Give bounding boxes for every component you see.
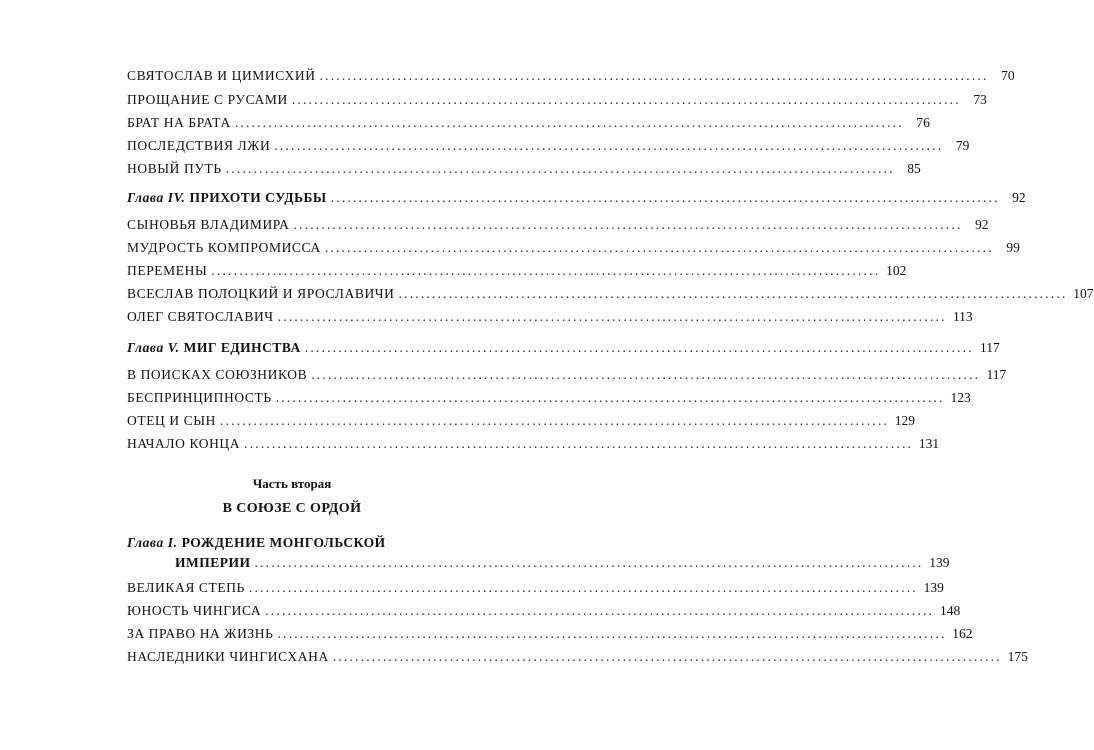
dot-leader: ........................................................................................................................: [265, 603, 935, 618]
chapter-label: Глава V.: [127, 340, 180, 355]
toc-entry: [127, 238, 1020, 258]
toc-entry: [127, 388, 971, 408]
toc-entry-page: 123: [950, 390, 971, 405]
toc-chapter-entry-line2: [127, 553, 950, 573]
toc-entry-title: ПОСЛЕДСТВИЯ ЛЖИ: [127, 138, 271, 153]
toc-entry-title: СВЯТОСЛАВ И ЦИМИСХИЙ: [127, 68, 316, 83]
toc-entry-title: НОВЫЙ ПУТЬ: [127, 161, 222, 176]
toc-entry-page: 139: [923, 580, 944, 595]
dot-leader: ........................................................................................................................: [277, 309, 947, 324]
toc-entry: [127, 601, 961, 621]
toc-chapter-entry: [127, 338, 1000, 358]
toc-entry-page: 85: [907, 161, 921, 176]
toc-entry-page: 99: [1006, 240, 1020, 255]
part-label: Часть вторая: [252, 476, 332, 491]
dot-leader: ........................................................................................................................: [211, 263, 881, 278]
toc-entry: [127, 159, 921, 179]
chapter-label: Глава I.: [127, 535, 178, 550]
toc-entry: [127, 307, 973, 327]
toc-entry-page: 139: [929, 555, 950, 570]
toc-entry-title: БЕСПРИНЦИПНОСТЬ: [127, 390, 272, 405]
dot-leader: ........................................................................................................................: [254, 555, 924, 570]
chapter-title: [127, 533, 386, 553]
toc-entry-title: ВЕЛИКАЯ СТЕПЬ: [127, 580, 245, 595]
toc-entry-title: ПЕРЕМЕНЫ: [127, 263, 208, 278]
dot-leader: ........................................................................................................................: [319, 68, 989, 83]
toc-entry-page: 162: [952, 626, 973, 641]
chapter-name: ПРИХОТИ СУДЬБЫ: [189, 190, 327, 205]
toc-entry-title: ЮНОСТЬ ЧИНГИСА: [127, 603, 262, 618]
toc-entry-title: МУДРОСТЬ КОМПРОМИССА: [127, 240, 321, 255]
toc-entry-page: 70: [1001, 68, 1015, 83]
chapter-name: РОЖДЕНИЕ МОНГОЛЬСКОЙ: [181, 535, 386, 550]
toc-entry-title: БРАТ НА БРАТА: [127, 115, 231, 130]
toc-entry-page: 102: [886, 263, 907, 278]
dot-leader: ........................................................................................................................: [311, 367, 981, 382]
chapter-name: МИГ ЕДИНСТВА: [183, 340, 301, 355]
dot-leader: ........................................................................................................................: [248, 580, 918, 595]
dot-leader: ........................................................................................................................: [234, 115, 904, 130]
toc-entry-page: 117: [980, 340, 1000, 355]
toc-entry-title: СЫНОВЬЯ ВЛАДИМИРА: [127, 217, 290, 232]
toc-entry: [127, 215, 989, 235]
toc-entry: [127, 578, 944, 598]
chapter-name: ИМПЕРИИ: [175, 555, 251, 570]
toc-entry-title: ОЛЕГ СВЯТОСЛАВИЧ: [127, 309, 274, 324]
dot-leader: ........................................................................................................................: [274, 138, 944, 153]
chapter-label: Глава IV.: [127, 190, 186, 205]
toc-entry-page: 73: [973, 92, 987, 107]
toc-entry: [127, 411, 916, 431]
dot-leader: ........................................................................................................................: [324, 240, 994, 255]
toc-entry-title: ОТЕЦ И СЫН: [127, 413, 217, 428]
dot-leader: ........................................................................................................................: [275, 390, 945, 405]
toc-entry-title: В ПОИСКАХ СОЮЗНИКОВ: [127, 367, 308, 382]
toc-entry-title: ЗА ПРАВО НА ЖИЗНЬ: [127, 626, 274, 641]
toc-entry: [127, 261, 907, 281]
dot-leader: ........................................................................................................................: [293, 217, 963, 232]
chapter-title-continuation: [127, 553, 251, 573]
toc-entry: [127, 624, 973, 644]
dot-leader: ........................................................................................................................: [304, 340, 974, 355]
dot-leader: ........................................................................................................................: [291, 92, 961, 107]
toc-entry: [127, 113, 930, 133]
toc-entry-page: 129: [894, 413, 916, 428]
toc-entry: [127, 284, 1094, 304]
toc-entry-page: 148: [939, 603, 961, 618]
dot-leader: ........................................................................................................................: [220, 413, 890, 428]
toc-entry-page: 131: [918, 436, 940, 451]
chapter-title: [127, 188, 327, 208]
toc-entry-page: 175: [1007, 649, 1028, 664]
toc-entry-title: НАСЛЕДНИКИ ЧИНГИСХАНА: [127, 649, 329, 664]
chapter-title: [127, 338, 301, 358]
toc-entry-page: 92: [1012, 190, 1026, 205]
toc-entry-page: 79: [955, 138, 970, 153]
toc-entry-page: 117: [986, 367, 1007, 382]
toc-entry-page: 107: [1073, 286, 1094, 301]
toc-chapter-entry: [127, 188, 1026, 208]
toc-entry: [127, 647, 1028, 667]
toc-entry: [127, 66, 1015, 86]
toc-entry-page: 113: [952, 309, 973, 324]
dot-leader: ........................................................................................................................: [244, 436, 914, 451]
toc-entry: [127, 434, 940, 454]
toc-entry: [127, 365, 1007, 385]
toc-entry-page: 92: [975, 217, 989, 232]
dot-leader: ........................................................................................................................: [332, 649, 1002, 664]
dot-leader: ........................................................................................................................: [398, 286, 1068, 301]
part-title: В СОЮЗЕ С ОРДОЙ: [222, 501, 362, 516]
toc-entry-title: ВСЕСЛАВ ПОЛОЦКИЙ И ЯРОСЛАВИЧИ: [127, 286, 395, 301]
toc-entry: [127, 136, 970, 156]
dot-leader: ........................................................................................................................: [277, 626, 947, 641]
toc-entry-title: ПРОЩАНИЕ С РУСАМИ: [127, 92, 288, 107]
toc-entry-page: 76: [916, 115, 930, 130]
dot-leader: ........................................................................................................................: [225, 161, 895, 176]
dot-leader: ........................................................................................................................: [330, 190, 1000, 205]
toc-entry: [127, 90, 987, 110]
toc-chapter-entry-line1: [127, 533, 457, 553]
toc-entry-title: НАЧАЛО КОНЦА: [127, 436, 241, 451]
